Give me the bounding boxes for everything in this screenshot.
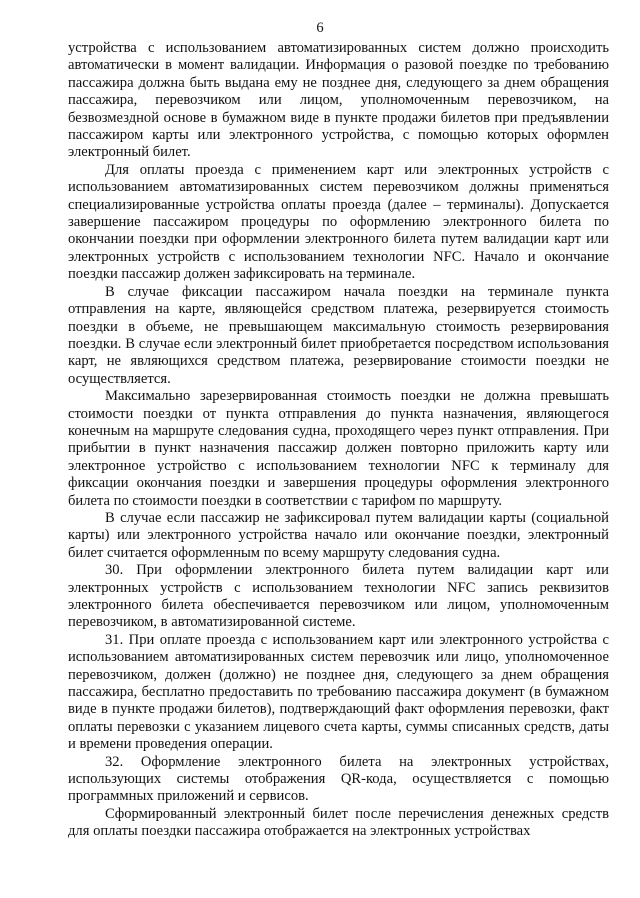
paragraph-5: В случае если пассажир не зафиксировал путем валидации карты (социальной карты) или электронного устройства начало или окончание поездки, электронный билет считается оформленным по всему маршруту следования судна. — [68, 509, 609, 561]
paragraph-31: 31. При оплате проезда с использованием карт или электронного устройства с использованием автоматизированных систем перевозчик или лицо, уполномоченное перевозчиком, должен (должно) не позднее дня, следующего за днем обращения пассажира, бесплатно предоставить по требованию пассажира документ (в бумажном виде в пункте продажи билетов), подтверждающий факт оформления перевозки, факт оплаты перевозки с указанием лицевого счета карты, суммы списанных средств, даты и времени проведения операции. — [68, 631, 609, 753]
paragraph-32: 32. Оформление электронного билета на электронных устройствах, использующих системы отображения QR-кода, осуществляется с помощью программных приложений и сервисов. — [68, 753, 609, 805]
document-body — [68, 40, 609, 841]
paragraph-1: устройства с использованием автоматизированных систем должно происходить автоматически в момент валидации. Информация о разовой поездке по требованию пассажира должна быть выдана ему не позднее дня, следующего за днем обращения пассажира, перевозчиком или лицом, уполномоченным перевозчиком, на безвозмездной основе в бумажном виде в пункте продажи билетов при предъявлении пассажиром карты или электронного устройства, с помощью которых оформлен электронный билет. — [68, 40, 609, 161]
paragraph-3: В случае фиксации пассажиром начала поездки на терминале пункта отправления на карте, являющейся средством платежа, резервируется стоимость поездки в объеме, не превышающем максимальную стоимость резервирования поездки. В случае если электронный билет приобретается посредством использования карт, не являющихся средством платежа, резервирование стоимости поездки не осуществляется. — [68, 283, 609, 387]
paragraph-2: Для оплаты проезда с применением карт или электронных устройств с использованием автоматизированных систем перевозчиком должны применяться специализированные устройства оплаты проезда (далее – терминалы). Допускается завершение пассажиром процедуры по оформлению электронного билета по окончании поездки при оформлении электронного билета путем валидации карт или электронных устройств с использованием технологии NFC. Начало и окончание поездки пассажир должен зафиксировать на терминале. — [68, 161, 609, 283]
page-number: 6 — [316, 20, 324, 36]
paragraph-4: Максимально зарезервированная стоимость поездки не должна превышать стоимости поездки от пункта отправления до пункта назначения, являющегося конечным на маршруте следования судна, проходящего через пункт отправления. При прибытии в пункт назначения пассажир должен повторно приложить карту или электронное устройство с использованием технологии NFC к терминалу для фиксации окончания поездки и завершения процедуры оформления электронного билета по стоимости поездки в соответствии с тарифом по маршруту. — [68, 388, 609, 509]
paragraph-30: 30. При оформлении электронного билета путем валидации карт или электронных устройств с использованием технологии NFC запись реквизитов электронного билета обеспечивается перевозчиком или лицом, уполномоченным перевозчиком, в автоматизированной системе. — [68, 562, 609, 631]
paragraph-9: Сформированный электронный билет после перечисления денежных средств для оплаты поездки пассажира отображается на электронных устройствах — [68, 805, 609, 840]
